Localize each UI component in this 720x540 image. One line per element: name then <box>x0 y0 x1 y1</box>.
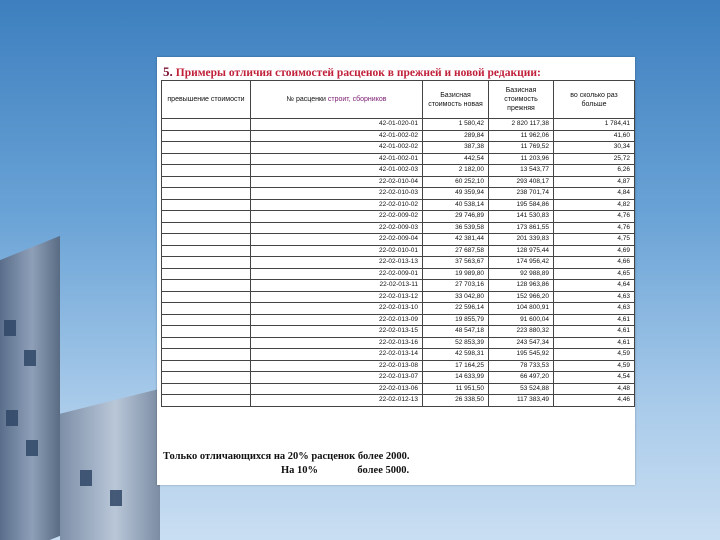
cell-excess <box>162 142 251 154</box>
cell-ratio: 4,63 <box>554 291 635 303</box>
cell-old-cost: 141 530,83 <box>489 211 554 223</box>
slide-title <box>163 64 633 80</box>
title-text: Примеры отличия стоимостей расценок в прежней и новой редакции: <box>175 67 541 79</box>
cell-code: 22-02-010-02 <box>251 199 423 211</box>
cell-code: 22-02-009-03 <box>251 222 423 234</box>
cell-new-cost: 17 164,25 <box>423 360 489 372</box>
cell-ratio: 4,61 <box>554 337 635 349</box>
footer-line-2 <box>163 465 633 476</box>
cell-code: 22-02-013-15 <box>251 326 423 338</box>
table-row <box>162 280 635 292</box>
cell-excess <box>162 349 251 361</box>
cell-excess <box>162 314 251 326</box>
cell-ratio: 4,76 <box>554 211 635 223</box>
cell-code: 22-02-013-16 <box>251 337 423 349</box>
cell-old-cost: 11 769,52 <box>489 142 554 154</box>
cell-ratio: 4,61 <box>554 314 635 326</box>
cell-old-cost: 223 880,32 <box>489 326 554 338</box>
building-window <box>4 320 16 336</box>
cell-ratio: 4,63 <box>554 303 635 315</box>
footer-line-2-part-b: более 5000. <box>357 465 410 476</box>
table-row <box>162 326 635 338</box>
cell-code: 22-02-013-09 <box>251 314 423 326</box>
cell-excess <box>162 176 251 188</box>
cell-excess <box>162 211 251 223</box>
cell-code: 22-02-013-13 <box>251 257 423 269</box>
cell-old-cost: 201 339,83 <box>489 234 554 246</box>
cell-new-cost: 26 338,50 <box>423 395 489 407</box>
table-row <box>162 372 635 384</box>
table-row <box>162 222 635 234</box>
cell-excess <box>162 165 251 177</box>
cell-new-cost: 11 951,50 <box>423 383 489 395</box>
cell-code: 22-02-009-02 <box>251 211 423 223</box>
header-code-collections: строит, сборников <box>327 96 387 103</box>
cell-code: 22-02-010-01 <box>251 245 423 257</box>
cell-old-cost: 195 584,86 <box>489 199 554 211</box>
cell-ratio: 4,69 <box>554 245 635 257</box>
cell-new-cost: 42 598,31 <box>423 349 489 361</box>
cell-old-cost: 117 383,49 <box>489 395 554 407</box>
cell-new-cost: 27 687,58 <box>423 245 489 257</box>
table-row <box>162 165 635 177</box>
table-row <box>162 119 635 131</box>
table-row <box>162 337 635 349</box>
cell-excess <box>162 130 251 142</box>
cell-new-cost: 60 252,10 <box>423 176 489 188</box>
cell-new-cost: 52 853,39 <box>423 337 489 349</box>
cell-old-cost: 243 547,34 <box>489 337 554 349</box>
header-ratio: во сколько раз больше <box>554 81 635 119</box>
cell-code: 22-02-010-03 <box>251 188 423 200</box>
cell-excess <box>162 245 251 257</box>
cell-old-cost: 152 966,20 <box>489 291 554 303</box>
cell-ratio: 4,65 <box>554 268 635 280</box>
cell-excess <box>162 303 251 315</box>
cell-code: 22-02-013-11 <box>251 280 423 292</box>
building-tower-right <box>60 386 160 540</box>
cell-excess <box>162 383 251 395</box>
cell-excess <box>162 337 251 349</box>
cell-excess <box>162 234 251 246</box>
cell-new-cost: 40 538,14 <box>423 199 489 211</box>
cell-old-cost: 104 800,91 <box>489 303 554 315</box>
cell-ratio: 30,34 <box>554 142 635 154</box>
building-window <box>110 490 122 506</box>
footer-line-2-part-a: На 10% <box>281 465 319 476</box>
background-building-photo <box>0 210 160 540</box>
table-row <box>162 349 635 361</box>
cell-ratio: 4,46 <box>554 395 635 407</box>
cell-new-cost: 14 633,99 <box>423 372 489 384</box>
cell-old-cost: 238 701,74 <box>489 188 554 200</box>
cell-code: 42-01-020-01 <box>251 119 423 131</box>
header-new-cost: Базисная стоимость новая <box>423 81 489 119</box>
cell-excess <box>162 291 251 303</box>
cell-code: 22-02-013-08 <box>251 360 423 372</box>
building-window <box>80 470 92 486</box>
cell-old-cost: 91 600,04 <box>489 314 554 326</box>
cell-excess <box>162 188 251 200</box>
cell-new-cost: 42 381,44 <box>423 234 489 246</box>
table-header-row <box>162 81 635 119</box>
cell-new-cost: 37 563,67 <box>423 257 489 269</box>
cell-old-cost: 2 820 117,38 <box>489 119 554 131</box>
cell-excess <box>162 153 251 165</box>
cell-old-cost: 11 962,06 <box>489 130 554 142</box>
cell-code: 22-02-012-13 <box>251 395 423 407</box>
header-code <box>251 81 423 119</box>
cell-code: 42-01-002-01 <box>251 153 423 165</box>
table-row <box>162 199 635 211</box>
cell-old-cost: 92 988,89 <box>489 268 554 280</box>
table-row <box>162 291 635 303</box>
cell-old-cost: 13 543,77 <box>489 165 554 177</box>
cell-code: 42-01-002-03 <box>251 165 423 177</box>
building-window <box>26 440 38 456</box>
building-window <box>24 350 36 366</box>
cell-excess <box>162 372 251 384</box>
cell-ratio: 4,64 <box>554 280 635 292</box>
cell-old-cost: 195 545,92 <box>489 349 554 361</box>
cell-ratio: 4,75 <box>554 234 635 246</box>
header-old-cost: Базисная стоимость прежняя <box>489 81 554 119</box>
cell-new-cost: 387,38 <box>423 142 489 154</box>
cell-code: 22-02-013-10 <box>251 303 423 315</box>
slide-panel <box>157 57 635 485</box>
cell-code: 22-02-009-04 <box>251 234 423 246</box>
table-row <box>162 211 635 223</box>
cell-ratio: 4,61 <box>554 326 635 338</box>
cell-new-cost: 33 042,80 <box>423 291 489 303</box>
table-row <box>162 234 635 246</box>
cell-new-cost: 19 989,80 <box>423 268 489 280</box>
table-row <box>162 188 635 200</box>
cell-old-cost: 53 524,88 <box>489 383 554 395</box>
table-row <box>162 314 635 326</box>
cell-old-cost: 11 203,96 <box>489 153 554 165</box>
cell-ratio: 4,54 <box>554 372 635 384</box>
cell-new-cost: 19 855,79 <box>423 314 489 326</box>
cell-new-cost: 48 547,18 <box>423 326 489 338</box>
cell-new-cost: 29 746,89 <box>423 211 489 223</box>
table-row <box>162 245 635 257</box>
cell-new-cost: 1 580,42 <box>423 119 489 131</box>
cell-old-cost: 128 963,86 <box>489 280 554 292</box>
footer-line-1: Только отличающихся на 20% расценок более 2000. <box>163 451 410 462</box>
price-comparison-table <box>161 80 635 407</box>
cell-ratio: 6,26 <box>554 165 635 177</box>
cell-ratio: 41,60 <box>554 130 635 142</box>
table-row <box>162 360 635 372</box>
cell-ratio: 4,48 <box>554 383 635 395</box>
cell-code: 22-02-013-12 <box>251 291 423 303</box>
table-row <box>162 383 635 395</box>
cell-ratio: 1 784,41 <box>554 119 635 131</box>
cell-old-cost: 78 733,53 <box>489 360 554 372</box>
cell-new-cost: 289,84 <box>423 130 489 142</box>
table-row <box>162 257 635 269</box>
table-row <box>162 176 635 188</box>
cell-old-cost: 173 861,55 <box>489 222 554 234</box>
title-number: 5. <box>163 64 173 79</box>
cell-old-cost: 66 497,20 <box>489 372 554 384</box>
table-row <box>162 130 635 142</box>
cell-excess <box>162 222 251 234</box>
cell-code: 22-02-013-06 <box>251 383 423 395</box>
cell-old-cost: 293 408,17 <box>489 176 554 188</box>
cell-excess <box>162 280 251 292</box>
cell-ratio: 4,66 <box>554 257 635 269</box>
header-code-number: № расценки <box>286 96 328 103</box>
cell-excess <box>162 268 251 280</box>
cell-code: 22-02-013-07 <box>251 372 423 384</box>
cell-ratio: 4,87 <box>554 176 635 188</box>
header-excess: превышение стоимости <box>162 81 251 119</box>
cell-ratio: 25,72 <box>554 153 635 165</box>
table-row <box>162 303 635 315</box>
cell-new-cost: 2 182,00 <box>423 165 489 177</box>
cell-excess <box>162 326 251 338</box>
cell-excess <box>162 395 251 407</box>
cell-code: 22-02-009-01 <box>251 268 423 280</box>
cell-ratio: 4,82 <box>554 199 635 211</box>
cell-code: 42-01-002-02 <box>251 130 423 142</box>
cell-new-cost: 22 596,14 <box>423 303 489 315</box>
table-row <box>162 268 635 280</box>
cell-code: 42-01-002-02 <box>251 142 423 154</box>
cell-ratio: 4,59 <box>554 349 635 361</box>
table-row <box>162 142 635 154</box>
cell-excess <box>162 360 251 372</box>
table-body <box>162 119 635 407</box>
cell-code: 22-02-010-04 <box>251 176 423 188</box>
cell-ratio: 4,76 <box>554 222 635 234</box>
cell-ratio: 4,59 <box>554 360 635 372</box>
cell-old-cost: 128 975,44 <box>489 245 554 257</box>
cell-new-cost: 27 703,16 <box>423 280 489 292</box>
table-row <box>162 153 635 165</box>
cell-new-cost: 49 359,94 <box>423 188 489 200</box>
cell-excess <box>162 257 251 269</box>
cell-ratio: 4,84 <box>554 188 635 200</box>
cell-excess <box>162 199 251 211</box>
cell-code: 22-02-013-14 <box>251 349 423 361</box>
building-window <box>6 410 18 426</box>
footer-note <box>163 451 633 476</box>
cell-new-cost: 442,54 <box>423 153 489 165</box>
cell-excess <box>162 119 251 131</box>
building-tower-left <box>0 236 60 540</box>
cell-new-cost: 36 539,58 <box>423 222 489 234</box>
table-row <box>162 395 635 407</box>
cell-old-cost: 174 956,42 <box>489 257 554 269</box>
